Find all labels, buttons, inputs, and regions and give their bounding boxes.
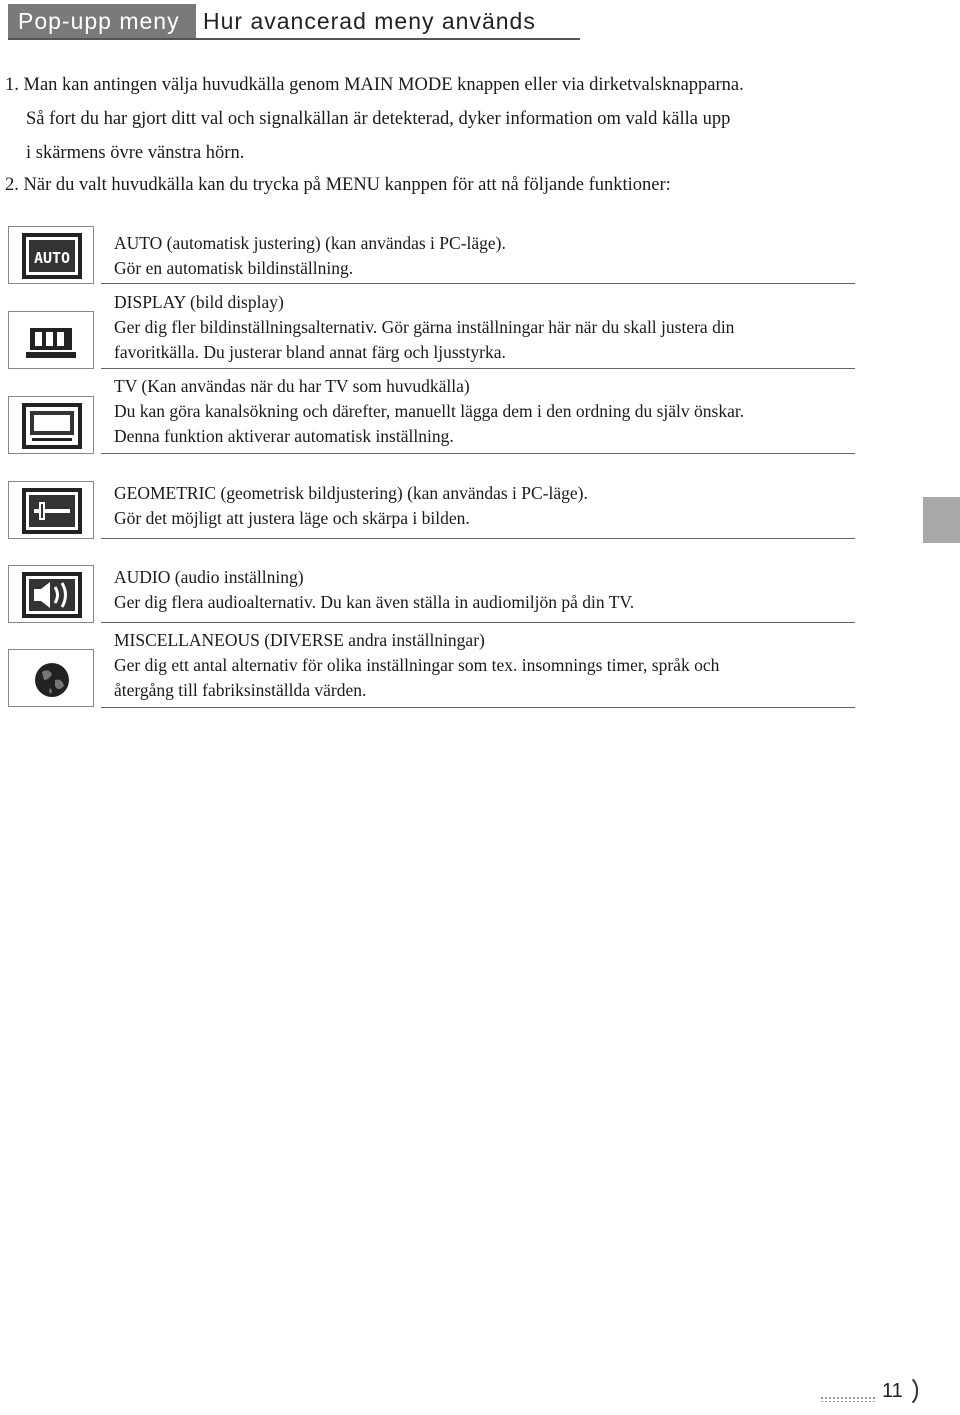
intro-line-1: 1. Man kan antingen välja huvudkälla genom MAIN MODE knappen eller via dirketvalsknapparna. xyxy=(5,75,744,95)
section-tag: Pop-upp meny xyxy=(8,4,196,38)
menu-item-tv xyxy=(101,374,855,454)
misc-title: MISCELLANEOUS (DIVERSE andra inställningar) xyxy=(114,630,485,650)
dotted-rule xyxy=(820,1396,876,1402)
display-description-1: Ger dig fler bildinställningsalternativ. Gör gärna inställningar här när du skall justera din xyxy=(114,317,735,337)
section-header xyxy=(8,4,580,40)
menu-item-audio xyxy=(101,565,855,623)
intro-paragraph-1 xyxy=(5,68,744,170)
page-number: 11 xyxy=(882,1380,903,1402)
page-title: Hur avancerad meny används xyxy=(203,8,536,34)
audio-icon xyxy=(8,565,94,623)
display-title: DISPLAY (bild display) xyxy=(114,292,284,312)
geometric-icon xyxy=(8,481,94,539)
globe-icon xyxy=(8,649,94,707)
menu-item-auto xyxy=(101,231,855,284)
menu-item-miscellaneous xyxy=(101,628,855,708)
chapter-tab xyxy=(923,497,960,543)
menu-item-geometric xyxy=(101,481,855,539)
misc-description-2: återgång till fabriksinställda värden. xyxy=(114,680,367,700)
auto-title: AUTO (automatisk justering) (kan användas i PC-läge). xyxy=(114,233,506,253)
audio-title: AUDIO (audio inställning) xyxy=(114,567,304,587)
intro-line-3: i skärmens övre vänstra hörn. xyxy=(26,143,245,163)
auto-icon xyxy=(8,226,94,284)
tv-description-1: Du kan göra kanalsökning och därefter, manuellt lägga dem i den ordning du själv önskar. xyxy=(114,401,745,421)
intro-paragraph-2: 2. När du valt huvudkälla kan du trycka på MENU kanppen för att nå följande funktioner: xyxy=(5,175,671,195)
auto-icon-label: AUTO xyxy=(33,249,71,267)
misc-description-1: Ger dig ett antal alternativ för olika inställningar som tex. insomnings timer, språk och xyxy=(114,655,720,675)
intro-line-2: Så fort du har gjort ditt val och signalkällan är detekterad, dyker information om vald källa upp xyxy=(26,109,731,129)
audio-description: Ger dig flera audioalternativ. Du kan även ställa in audiomiljön på din TV. xyxy=(114,592,635,612)
display-icon xyxy=(8,311,94,369)
page-number-bracket xyxy=(902,1374,918,1408)
tv-icon xyxy=(8,396,94,454)
tv-description-2: Denna funktion aktiverar automatisk inställning. xyxy=(114,426,454,446)
tv-title: TV (Kan användas när du har TV som huvudkälla) xyxy=(114,376,470,396)
menu-item-display xyxy=(101,290,855,369)
page-footer xyxy=(820,1374,930,1410)
auto-description: Gör en automatisk bildinställning. xyxy=(114,258,354,278)
geometric-description: Gör det möjligt att justera läge och skärpa i bilden. xyxy=(114,508,470,528)
display-description-2: favoritkälla. Du justerar bland annat färg och ljusstyrka. xyxy=(114,342,506,362)
geometric-title: GEOMETRIC (geometrisk bildjustering) (kan användas i PC-läge). xyxy=(114,483,588,503)
